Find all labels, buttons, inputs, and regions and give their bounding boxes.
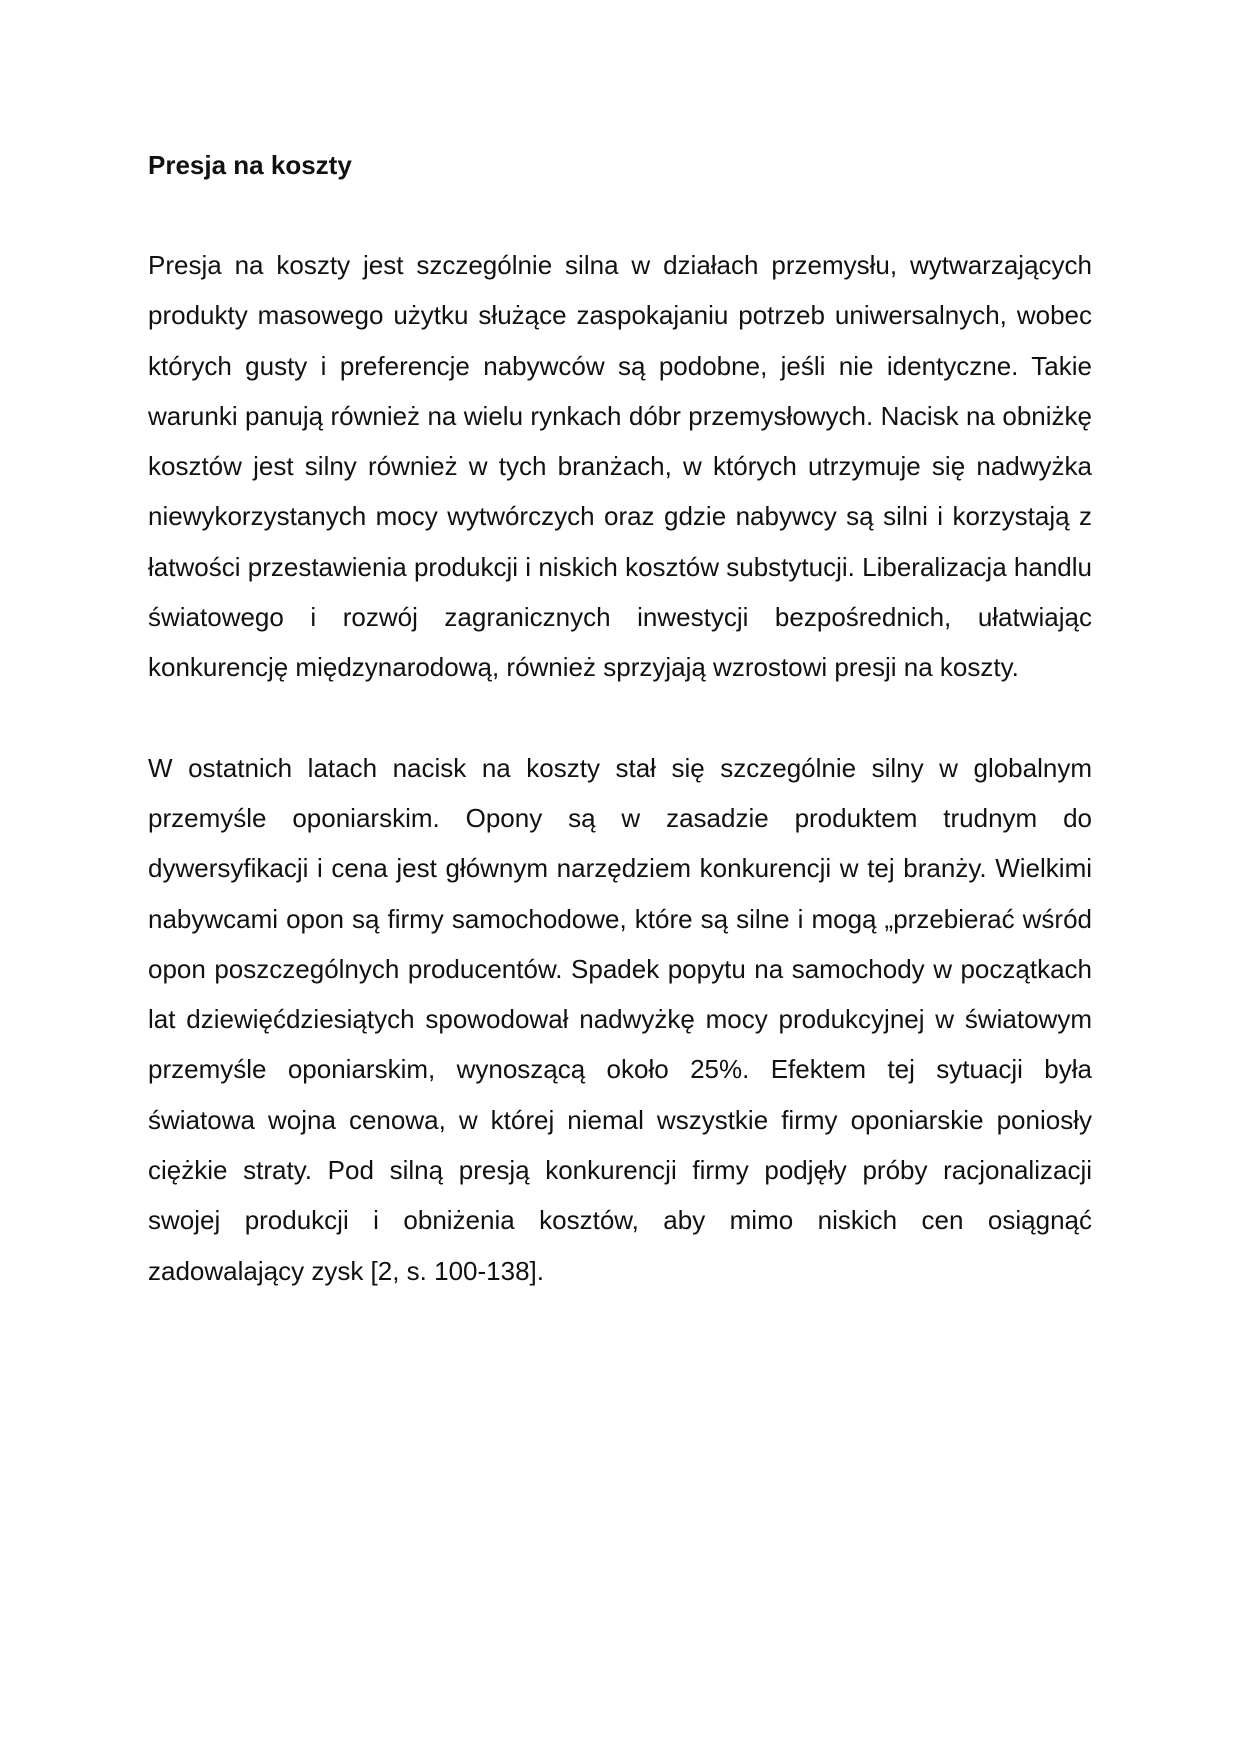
section-heading: Presja na koszty xyxy=(148,150,352,180)
document-body xyxy=(148,140,1092,1346)
paragraph-cost-pressure: Presja na koszty jest szczególnie silna w działach przemysłu, wytwarzających produkty masowego użytku służące zaspokajaniu potrzeb uniwersalnych, wobec których gusty i preferencje nabywców są podobne, jeśli nie identyczne. Takie warunki panują również na wielu rynkach dóbr przemysłowych. Nacisk na obniżkę kosztów jest silny również w tych branżach, w których utrzymuje się nadwyżka niewykorzystanych mocy wytwórczych oraz gdzie nabywcy są silni i korzystają z łatwości przestawienia produkcji i niskich kosztów substytucji. Liberalizacja handlu światowego i rozwój zagranicznych inwestycji bezpośrednich, ułatwiając konkurencję międzynarodową, również sprzyjają wzrostowi presji na koszty. xyxy=(148,250,1092,683)
paragraph-tire-industry: W ostatnich latach nacisk na koszty stał się szczególnie silny w globalnym przemyśle oponiarskim. Opony są w zasadzie produktem trudnym do dywersyfikacji i cena jest głównym narzędziem konkurencji w tej branży. Wielkimi nabywcami opon są firmy samochodowe, które są silne i mogą „przebierać wśród opon poszczególnych producentów. Spadek popytu na samochody w początkach lat dziewięćdziesiątych spowodował nadwyżkę mocy produkcyjnej w światowym przemyśle oponiarskim, wynoszącą około 25%. Efektem tej sytuacji była światowa wojna cenowa, w której niemal wszystkie firmy oponiarskie poniosły ciężkie straty. Pod silną presją konkurencji firmy podjęły próby racjonalizacji swojej produkcji i obniżenia kosztów, aby mimo niskich cen osiągnąć zadowalający zysk [2, s. 100-138]. xyxy=(148,752,1092,1286)
